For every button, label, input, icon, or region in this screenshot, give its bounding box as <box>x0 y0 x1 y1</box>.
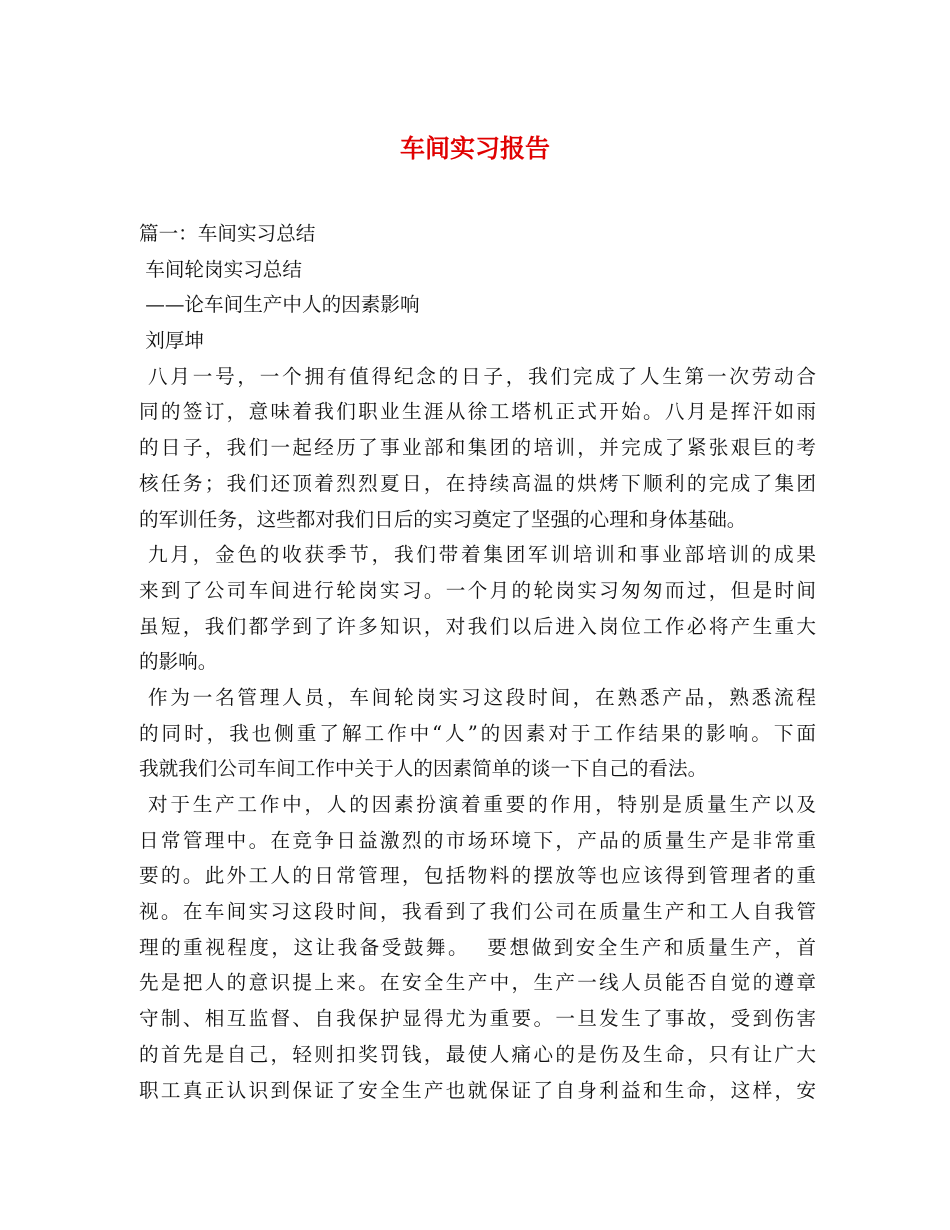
text-line: 同的签订，意味着我们职业生涯从徐工塔机正式开始。八月是挥汗如雨 <box>139 400 816 424</box>
text-line: 理的重视程度，这让我备受鼓舞。 要想做到安全生产和质量生产，首 <box>139 935 816 959</box>
subtitle: ——论车间生产中人的因素影响 <box>139 293 420 317</box>
document-body <box>139 216 816 1108</box>
text-line: 虽短，我们都学到了许多知识，对我们以后进入岗位工作必将产生重大 <box>139 614 816 638</box>
text-line: 八月一号，一个拥有值得纪念的日子，我们完成了人生第一次劳动合 <box>139 364 816 388</box>
text-line: 先是把人的意识提上来。在安全生产中，生产一线人员能否自觉的遵章 <box>139 971 816 995</box>
text-line: 九月，金色的收获季节，我们带着集团军训培训和事业部培训的成果 <box>139 543 816 567</box>
text-line: 我就我们公司车间工作中关于人的因素简单的谈一下自己的看法。 <box>139 757 708 781</box>
text-line: 的日子，我们一起经历了事业部和集团的培训，并完成了紧张艰巨的考 <box>139 436 816 460</box>
author: 刘厚坤 <box>139 329 205 353</box>
section-heading: 篇一：车间实习总结 <box>139 222 316 245</box>
text-line: 核任务；我们还顶着烈烈夏日，在持续高温的烘烤下顺利的完成了集团 <box>139 471 816 495</box>
text-line: 守制、相互监督、自我保护显得尤为重要。一旦发生了事故，受到伤害 <box>139 1007 816 1031</box>
text-line: 来到了公司车间进行轮岗实习。一个月的轮岗实习匆匆而过，但是时间 <box>139 578 816 602</box>
text-line: 职工真正认识到保证了安全生产也就保证了自身利益和生命，这样，安 <box>139 1078 816 1102</box>
text-line: 的同时，我也侧重了解工作中“人”的因素对于工作结果的影响。下面 <box>139 721 816 745</box>
subheading: 车间轮岗实习总结 <box>139 257 302 281</box>
document-title: 车间实习报告 <box>399 134 550 163</box>
text-line: 要的。此外工人的日常管理，包括物料的摆放等也应该得到管理者的重 <box>139 864 816 888</box>
text-line: 对于生产工作中，人的因素扮演着重要的作用，特别是质量生产以及 <box>139 793 816 816</box>
text-line: 视。在车间实习这段时间，我看到了我们公司在质量生产和工人自我管 <box>139 900 816 924</box>
text-line: 作为一名管理人员，车间轮岗实习这段时间，在熟悉产品，熟悉流程 <box>139 685 816 709</box>
text-line: 的军训任务，这些都对我们日后的实习奠定了坚强的心理和身体基础。 <box>139 507 747 531</box>
text-line: 的首先是自己，轻则扣奖罚钱，最使人痛心的是伤及生命，只有让广大 <box>139 1042 816 1066</box>
text-line: 的影响。 <box>139 650 218 674</box>
text-line: 日常管理中。在竞争日益激烈的市场环境下，产品的质量生产是非常重 <box>139 828 816 852</box>
